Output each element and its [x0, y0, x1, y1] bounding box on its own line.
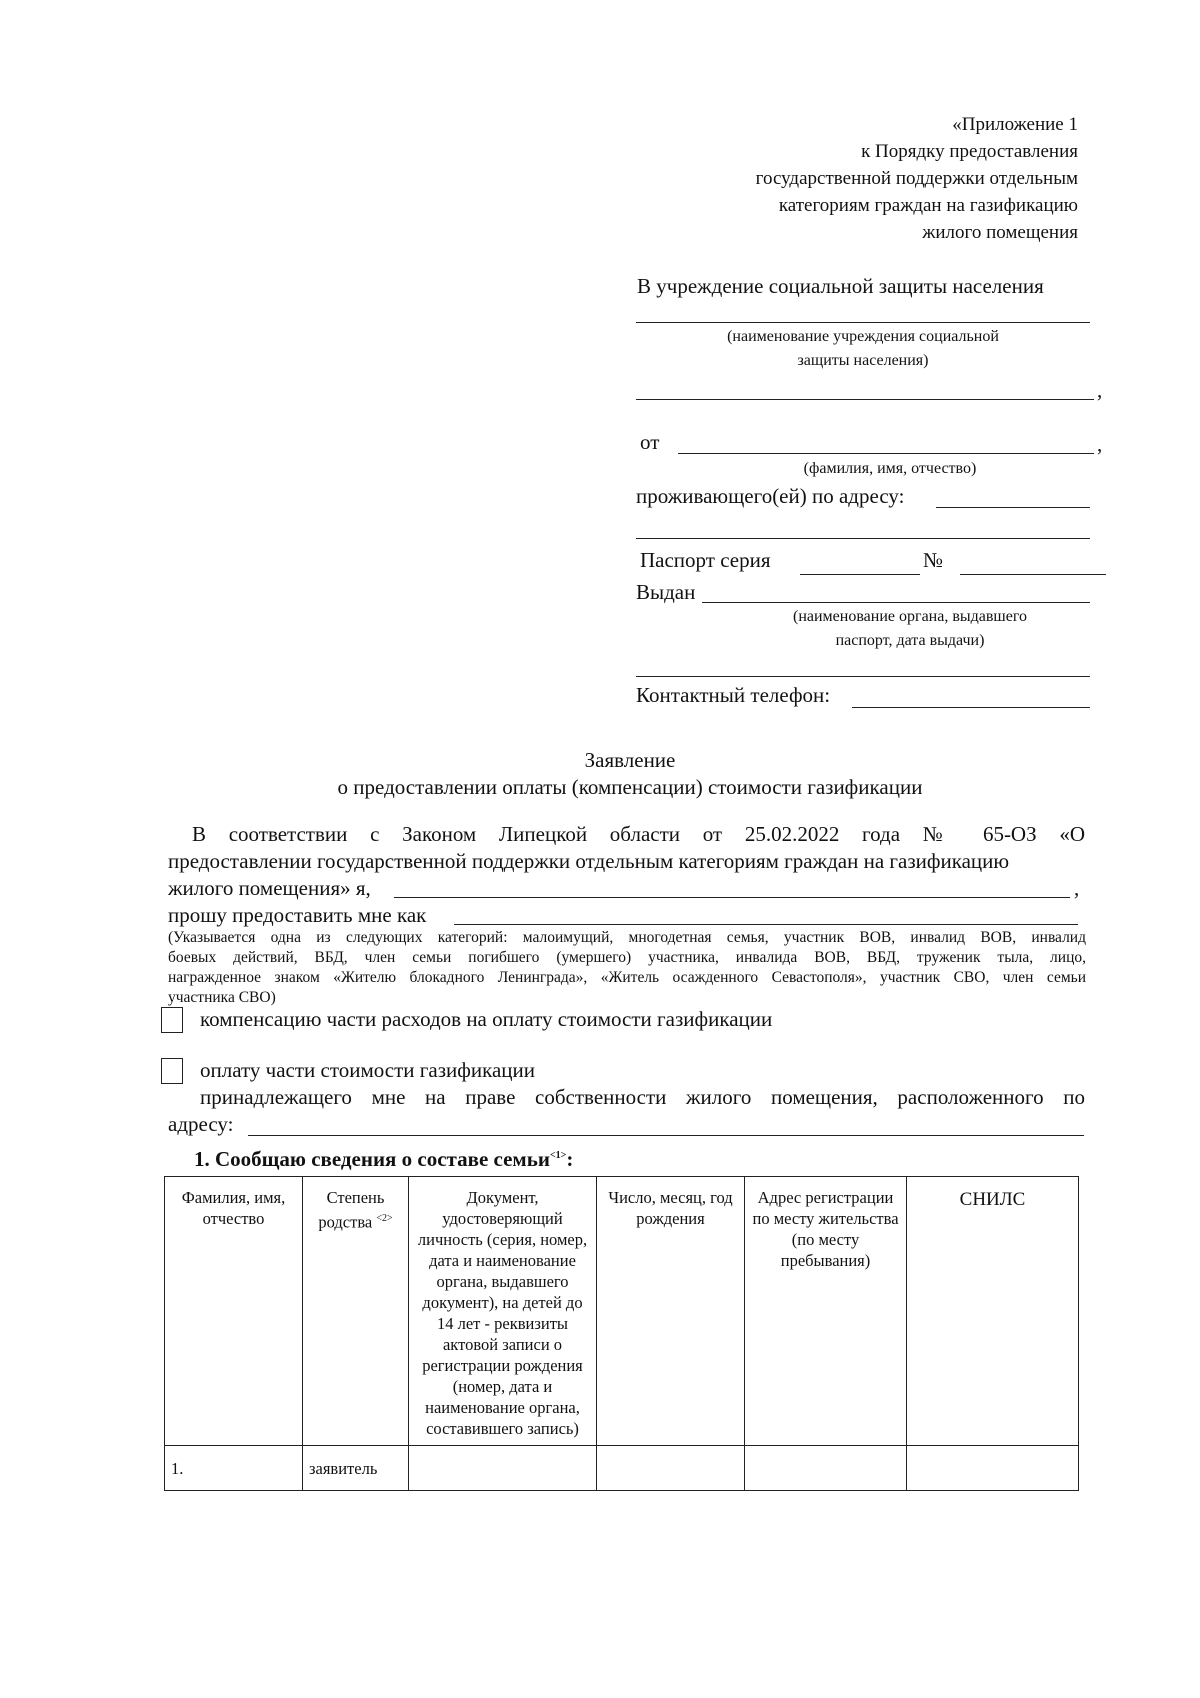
option-compensation-checkbox[interactable] [161, 1007, 183, 1033]
phone-label: Контактный телефон: [636, 683, 831, 707]
family-table [164, 1176, 1079, 1491]
appendix-line-4: категориям граждан на газификацию [778, 195, 1078, 216]
family-heading-colon: : [566, 1147, 574, 1171]
from-label: от [640, 430, 660, 454]
fio-note: (фамилия, имя, отчество) [803, 460, 977, 477]
col-address: Адрес регистрации по месту жительства (по месту пребывания) [745, 1177, 907, 1446]
family-heading [194, 1147, 573, 1172]
request-label: прошу предоставить мне как [168, 903, 427, 927]
family-table-header [165, 1177, 1079, 1446]
row-document[interactable] [409, 1446, 597, 1491]
row-relation[interactable]: заявитель [303, 1446, 409, 1491]
categories-note-1: (Указывается одна из следующих категорий: малоимущий, многодетная семья, участник ВОВ, инвалид ВОВ, инвалид [168, 929, 1086, 946]
statement-subtitle: о предоставлении оплаты (компенсации) стоимости газификации [337, 775, 923, 799]
statement-para-line-3: жилого помещения» я, [168, 876, 371, 900]
issued-label: Выдан [636, 580, 696, 604]
issued-field[interactable] [702, 602, 1090, 603]
issued-note-2: паспорт, дата выдачи) [835, 632, 985, 649]
fio-comma: , [1097, 432, 1103, 456]
address-label: проживающего(ей) по адресу: [636, 484, 905, 508]
col-dob: Число, месяц, год рождения [597, 1177, 745, 1446]
col-relation [303, 1177, 409, 1446]
issued-field-2[interactable] [636, 676, 1090, 677]
address-line-1[interactable] [936, 507, 1090, 508]
phone-field[interactable] [852, 707, 1090, 708]
row-num[interactable]: 1. [165, 1446, 303, 1491]
appendix-line-3: государственной поддержки отдельным [755, 168, 1078, 189]
recipient-name-line-2[interactable] [636, 399, 1094, 400]
row-snils[interactable] [907, 1446, 1079, 1491]
address-line-2[interactable] [636, 538, 1090, 539]
option-compensation-label: компенсацию части расходов на оплату стоимости газификации [200, 1007, 773, 1031]
col-fio: Фамилия, имя, отчество [165, 1177, 303, 1446]
recipient-comma: , [1097, 378, 1103, 402]
row-address[interactable] [745, 1446, 907, 1491]
property-line-2: адресу: [168, 1112, 234, 1136]
categories-note-2: боевых действий, ВБД, член семьи погибшего (умершего) участника, инвалида ВОВ, ВБД, труженик тыла, лицо, [168, 949, 1086, 966]
option-payment-label: оплату части стоимости газификации [200, 1058, 536, 1082]
passport-series-field[interactable] [800, 574, 920, 575]
table-row [165, 1446, 1079, 1491]
col-document: Документ, удостоверяющий личность (серия, номер, дата и наименование органа, выдавшего документ), на детей до 14 лет - реквизиты актовой записи о регистрации рождения (номер, дата и наименование органа, составившего запись) [409, 1177, 597, 1446]
categories-note-3: награжденное знаком «Жителю блокадного Ленинграда», «Житель осажденного Севастополя», участник СВО, член семьи [168, 969, 1086, 986]
passport-label: Паспорт серия [640, 548, 771, 572]
statement-para-line-2: предоставлении государственной поддержки отдельным категориям граждан на газификацию [168, 849, 1010, 873]
issued-note-1: (наименование органа, выдавшего [792, 608, 1028, 625]
col-snils: СНИЛС [907, 1177, 1079, 1446]
recipient-name-line[interactable] [636, 322, 1090, 323]
col-relation-text: Степень родства [318, 1188, 385, 1232]
property-line-1: принадлежащего мне на праве собственности жилого помещения, расположенного по [200, 1085, 1085, 1109]
recipient-note-2: защиты населения) [797, 352, 929, 369]
recipient-title: В учреждение социальной защиты населения [637, 274, 1044, 298]
passport-number-sign: № [923, 548, 944, 572]
applicant-name-field[interactable] [394, 897, 1070, 898]
family-heading-ref: <1> [549, 1150, 567, 1161]
applicant-fio-line[interactable] [678, 453, 1094, 454]
statement-para-line-1: В соответствии с Законом Липецкой области от 25.02.2022 года № 65-ОЗ «О [192, 822, 1085, 846]
appendix-line-5: жилого помещения [922, 222, 1078, 243]
category-field[interactable] [454, 924, 1078, 925]
recipient-note-1: (наименование учреждения социальной [727, 328, 999, 345]
appendix-line-2: к Порядку предоставления [861, 141, 1078, 162]
name-comma: , [1074, 876, 1080, 900]
statement-title: Заявление [584, 748, 676, 772]
row-dob[interactable] [597, 1446, 745, 1491]
option-payment-checkbox[interactable] [161, 1058, 183, 1084]
property-address-field[interactable] [248, 1135, 1084, 1136]
categories-note-4: участника СВО) [168, 989, 276, 1006]
passport-number-field[interactable] [960, 574, 1106, 575]
family-heading-text: 1. Сообщаю сведения о составе семьи [194, 1147, 550, 1171]
col-relation-ref: <2> [376, 1213, 393, 1224]
appendix-line-1: «Приложение 1 [952, 114, 1078, 135]
